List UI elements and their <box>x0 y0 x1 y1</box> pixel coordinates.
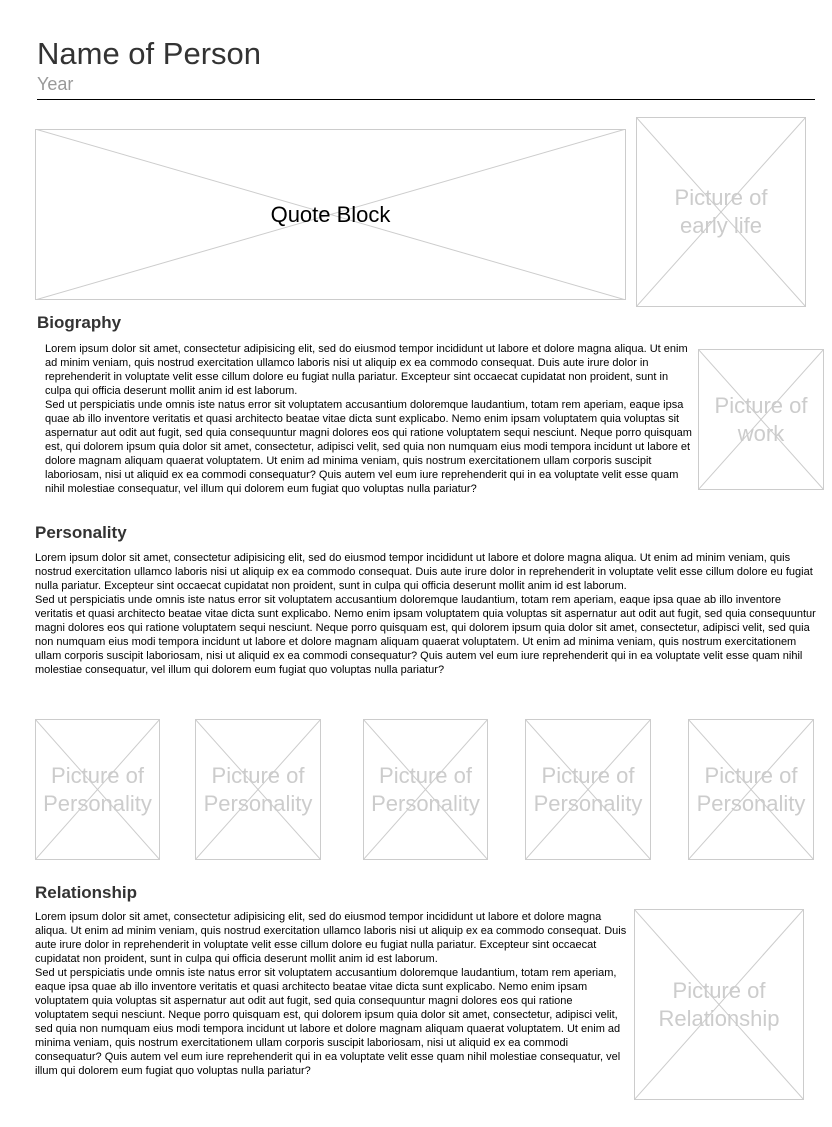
work-picture-label: Picture of work <box>714 392 808 446</box>
personality-picture-label: Picture of Personality <box>533 762 643 816</box>
personality-text <box>35 551 820 677</box>
personality-picture-label: Picture of Personality <box>203 762 313 816</box>
relationship-picture-label: Picture of Relationship <box>658 977 780 1031</box>
relationship-paragraph-1: Lorem ipsum dolor sit amet, consectetur adipisicing elit, sed do eiusmod tempor incididunt ut labore et dolore magna aliqua. Ut enim ad minim veniam, quis nostrud exercitation ullamco laboris nisi ut aliquip ex ea commodo consequat. Duis aute irure dolor in reprehenderit in voluptate velit esse cillum dolore eu fugiat nulla pariatur. Excepteur sint occaecat cupidatat non proident, sunt in culpa qui officia deserunt mollit anim id est laborum. <box>35 911 627 965</box>
early-life-picture <box>636 117 806 307</box>
relationship-text <box>35 910 627 1078</box>
quote-block-label: Quote Block <box>270 201 391 227</box>
personality-picture-label: Picture of Personality <box>696 762 806 816</box>
header-divider <box>37 99 815 100</box>
quote-block <box>35 129 626 300</box>
biography-heading: Biography <box>37 313 122 332</box>
biography-text <box>45 342 695 496</box>
personality-picture-label: Picture of Personality <box>371 762 480 816</box>
personality-picture-2 <box>195 719 321 860</box>
personality-picture-3 <box>363 719 488 860</box>
year-subtitle: Year <box>37 74 74 94</box>
personality-picture-5 <box>688 719 814 860</box>
relationship-paragraph-2: Sed ut perspiciatis unde omnis iste natus error sit voluptatem accusantium doloremque laudantium, totam rem aperiam, eaque ipsa quae ab illo inventore veritatis et quasi architecto beatae vitae dicta sunt explicabo. Nemo enim ipsam voluptatem quia voluptas sit aspernatur aut odit aut fugit, sed quia consequuntur magni dolores eos qui ratione voluptatem sequi nesciunt. Neque porro quisquam est, qui dolorem ipsum quia dolor sit amet, consectetur, adipisci velit, sed quia non numquam eius modi tempora incidunt ut labore et dolore magnam aliquam quaerat voluptatem. Ut enim ad minima veniam, quis nostrum exercitationem ullam corporis suscipit laboriosam, nisi ut aliquid ex ea commodi consequatur? Quis autem vel eum iure reprehenderit qui in ea voluptate velit esse quam nihil molestiae consequatur, vel illum qui dolorem eum fugiat quo voluptas nulla pariatur? <box>35 967 621 1077</box>
biography-paragraph-2: Sed ut perspiciatis unde omnis iste natus error sit voluptatem accusantium doloremque laudantium, totam rem aperiam, eaque ipsa quae ab illo inventore veritatis et quasi architecto beatae vitae dicta sunt explicabo. Nemo enim ipsam voluptatem quia voluptas sit aspernatur aut odit aut fugit, sed quia consequuntur magni dolores eos qui ratione voluptatem sequi nesciunt. Neque porro quisquam est, qui dolorem ipsum quia dolor sit amet, consectetur, adipisci velit, sed quia non numquam eius modi tempora incidunt ut labore et dolore magnam aliquam quaerat voluptatem. Ut enim ad minima veniam, quis nostrum exercitationem ullam corporis suscipit laboriosam, nisi ut aliquid ex ea commodi consequatur? Quis autem vel eum iure reprehenderit qui in ea voluptate velit esse quam nihil molestiae consequatur, vel illum qui dolorem eum fugiat quo voluptas nulla pariatur? <box>45 399 692 495</box>
personality-picture-1 <box>35 719 160 860</box>
work-picture <box>698 349 824 490</box>
biography-paragraph-1: Lorem ipsum dolor sit amet, consectetur adipisicing elit, sed do eiusmod tempor incididunt ut labore et dolore magna aliqua. Ut enim ad minim veniam, quis nostrud exercitation ullamco laboris nisi ut aliquip ex ea commodo consequat. Duis aute irure dolor in reprehenderit in voluptate velit esse cillum dolore eu fugiat nulla pariatur. Excepteur sint occaecat cupidatat non proident, sunt in culpa qui officia deserunt mollit anim id est laborum. <box>45 343 688 397</box>
personality-paragraph-2: Sed ut perspiciatis unde omnis iste natus error sit voluptatem accusantium doloremque laudantium, totam rem aperiam, eaque ipsa quae ab illo inventore veritatis et quasi architecto beatae vitae dicta sunt explicabo. Nemo enim ipsam voluptatem quia voluptas sit aspernatur aut odit aut fugit, sed quia consequuntur magni dolores eos qui ratione voluptatem sequi nesciunt. Neque porro quisquam est, qui dolorem ipsum quia dolor sit amet, consectetur, adipisci velit, sed quia non numquam eius modi tempora incidunt ut labore et dolore magnam aliquam quaerat voluptatem. Ut enim ad minima veniam, quis nostrum exercitationem ullam corporis suscipit laboriosam, nisi ut aliquid ex ea commodi consequatur? Quis autem vel eum iure reprehenderit qui in ea voluptate velit esse quam nihil molestiae consequatur, vel illum qui dolorem eum fugiat quo voluptas nulla pariatur? <box>35 594 816 676</box>
personality-picture-label: Picture of Personality <box>43 762 152 816</box>
relationship-picture <box>634 909 804 1100</box>
personality-heading: Personality <box>35 523 127 542</box>
page-title: Name of Person <box>37 36 261 71</box>
personality-paragraph-1: Lorem ipsum dolor sit amet, consectetur adipisicing elit, sed do eiusmod tempor incididunt ut labore et dolore magna aliqua. Ut enim ad minim veniam, quis nostrud exercitation ullamco laboris nisi ut aliquip ex ea commodo consequat. Duis aute irure dolor in reprehenderit in voluptate velit esse cillum dolore eu fugiat nulla pariatur. Excepteur sint occaecat cupidatat non proident, sunt in culpa qui officia deserunt mollit anim id est laborum. <box>35 552 813 592</box>
early-life-picture-label: Picture of early life <box>674 185 768 238</box>
personality-picture-4 <box>525 719 651 860</box>
relationship-heading: Relationship <box>35 883 138 902</box>
